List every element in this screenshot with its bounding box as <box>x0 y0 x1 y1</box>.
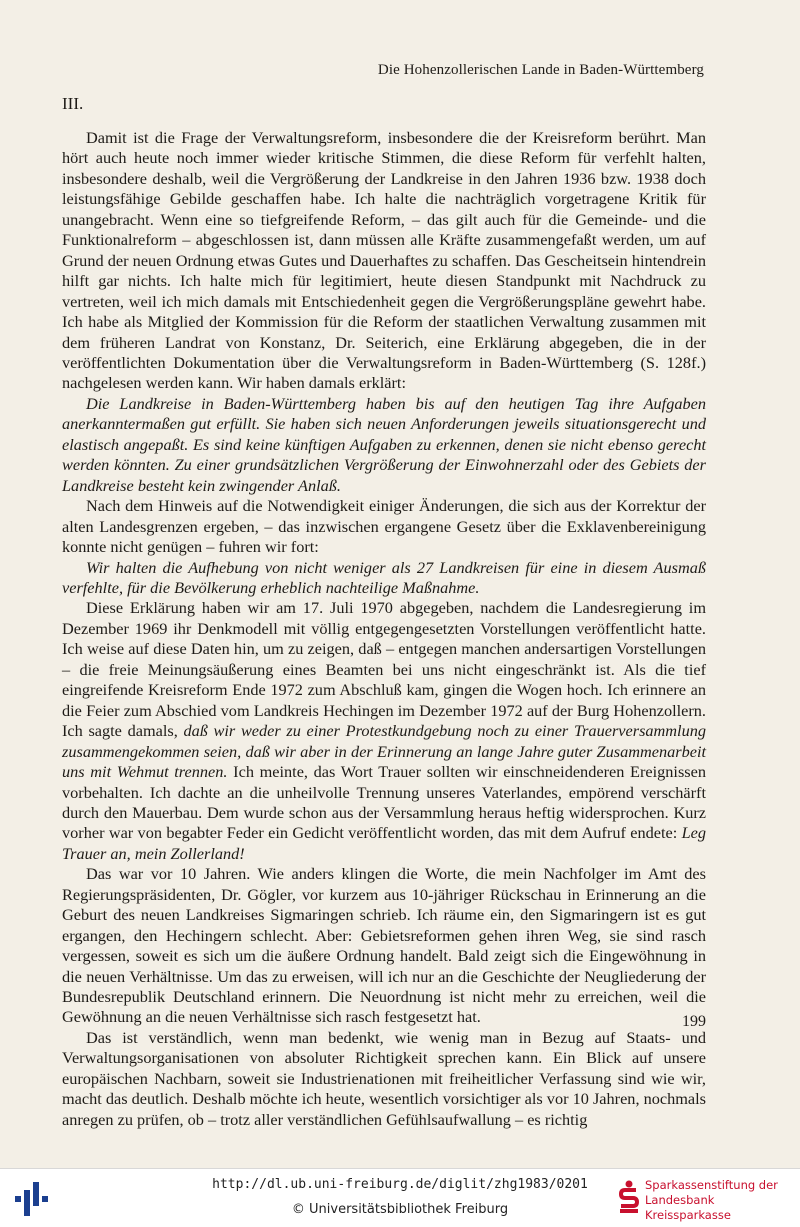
paragraph-3-part-1: Diese Erklärung haben wir am 17. Juli 1970 abgegeben, nachdem die Landesregierung im Dezember 1969 ihr Denkmodell mit völlig entgegengesetzten Vorstellungen veröffentlicht hatte. Ich weise auf diese Daten hin, um zu zeigen, daß – entgegen manchen andersartigen Vorstellungen – die freie Meinungsäußerung eines Beamten bei uns nicht eingeschränkt ist. Als die tief eingreifende Kreisreform Ende 1972 zum Abschluß kam, gingen die Wogen hoch. Ich erinnere an die Feier zum Abschied vom Landkreis Hechingen im Dezember 1972 auf der Burg Hohenzollern. Ich sagte damals, <box>62 598 706 741</box>
paragraph-4: Das war vor 10 Jahren. Wie anders klingen die Worte, die mein Nachfolger im Amt des Regierungspräsidenten, Dr. Gögler, vor kurzem aus 10-jähriger Rückschau in Erinnerung an die Geburt des neuen Landkreises Sigmaringen schrieb. Ich räume ein, den Sigmaringern ist es gut ergangen, den Hechingern schlecht. Aber: Gebietsreformen gehen ihren Weg, sie sind rasch vergessen, soweit es sich um die äußere Ordnung handelt. Bald zeigt sich die Eingewöhnung in die neuen Verhältnisse. Um das zu erweisen, will ich nur an die Geschichte der Neugliederung der Bundesrepublik Deutschland erinnern. Die Neuordnung ist nicht mehr zu erreichen, weil die Gewöhnung an die neuen Verhältnisse sich rasch festgesetzt hat. <box>62 864 706 1027</box>
sponsor-line-1: Sparkassenstiftung der <box>645 1178 778 1192</box>
page-number: 199 <box>682 1013 706 1030</box>
quote-1 <box>62 394 706 496</box>
paragraph-3-quote: daß wir weder zu einer Protestkundgebung noch zu einer Trauerversammlung zusammengekommen seien, daß wir aber in der Erinnerung an lange Jahre guter Zusammenarbeit uns mit Wehmut trennen. <box>62 721 707 782</box>
sponsor-text[interactable] <box>645 1178 800 1223</box>
paragraph-5: Das ist verständlich, wenn man bedenkt, wie wenig man in Bezug auf Staats- und Verwaltungsorganisationen von absoluter Richtigkeit sprechen kann. Ein Blick auf unsere europäischen Nachbarn, soweit sie Industrienationen mit freiheitlicher Verfassung sind wie wir, macht das deutlich. Deshalb möchte ich heute, wesentlich vorsichtiger als vor 10 Jahren, nochmals anregen zu prüfen, ob – trotz aller verständlichen Gefühlsaufwallung – es richtig <box>62 1027 706 1129</box>
paragraph-3 <box>62 598 706 864</box>
paragraph-2: Nach dem Hinweis auf die Notwendigkeit einiger Änderungen, die sich aus der Korrektur der alten Landesgrenzen ergeben, – das inzwischen ergangene Gesetz über die Exklavenbereinigung konnte nicht genügen – fuhren wir fort: <box>62 496 706 557</box>
copyright-text: © Universitätsbibliothek Freiburg <box>291 1202 509 1217</box>
quote-1-text: Die Landkreise in Baden-Württemberg haben bis auf den heutigen Tag ihre Aufgaben anerkanntermaßen gut erfüllt. Sie haben sich neuen Anforderungen jeweils situationsgerecht und elastisch angepaßt. Es sind keine künftigen Aufgaben zu erkennen, denen sie nicht ebenso gerecht werden könnten. Zu einer grundsätzlichen Vergrößerung der Einwohnerzahl oder des Gebiets der Landkreise besteht kein zwingender Anlaß. <box>62 393 706 495</box>
paragraph-3-part-2: Ich meinte, das Wort Trauer sollten wir einschneidenderen Ereignissen vorbehalten. Ich dachte an die unheilvolle Trennung unseres Vaterlandes, empörend verschärft durch den Mauerbau. Dem wurde schon aus der Versammlung heraus heftig widersprochen. Kurz vorher war von begabter Feder ein Gedicht veröffentlicht worden, das mit dem Aufruf endete: <box>62 762 706 843</box>
body-text <box>62 128 706 1130</box>
sparkasse-logo-icon[interactable] <box>618 1180 640 1214</box>
viewer-footer <box>0 1168 800 1227</box>
quote-2-text: Wir halten die Aufhebung von nicht weniger als 27 Landkreisen für eine in diesem Ausmaß verfehlte, für die Bevölkerung erheblich nachteilige Maßnahme. <box>62 557 706 597</box>
quote-2 <box>62 558 706 599</box>
paragraph-1: Damit ist die Frage der Verwaltungsreform, insbesondere die der Kreisreform berührt. Man hört auch heute noch immer wieder kritische Stimmen, die diese Reform für verfehlt halten, insbesondere deshalb, weil die Vergrößerung der Landkreise in den Jahren 1936 bzw. 1938 doch leistungsfähige Gebilde geschaffen habe. Ich halte die nachträglich vorgetragene Kritik für unangebracht. Wenn eine so tiefgreifende Reform, – das gilt auch für die Gemeinde- und die Funktionalreform – abgeschlossen ist, dann müssen alle Kräfte zusammengefaßt werden, um auf Grund der neuen Ordnung etwas Gutes und Dauerhaftes zu schaffen. Das Gescheitsein hintendrein hilft gar nichts. Ich halte mich für legitimiert, heute diesen Standpunkt mit Nachdruck zu vertreten, weil ich mich damals mit Entschiedenheit gegen die Vergrößerungspläne gewehrt habe. Ich habe als Mitglied der Kommission für die Reform der staatlichen Verwaltung zusammen mit dem früheren Landrat von Konstanz, Dr. Seiterich, eine Erklärung abgegeben, die in der veröffentlichten Dokumentation über die Verwaltungsreform in Baden-Württemberg (S. 128f.) nachgelesen werden kann. Wir haben damals erklärt: <box>62 128 706 393</box>
section-number: III. <box>62 94 84 113</box>
paragraph-3-poem-line: Leg Trauer an, mein Zollerland! <box>62 823 706 863</box>
running-head: Die Hohenzollerischen Lande in Baden-Württemberg <box>377 62 704 78</box>
permalink-url[interactable]: http://dl.ub.uni-freiburg.de/diglit/zhg1983/0201 <box>212 1177 588 1192</box>
sponsor-line-2: Landesbank Kreissparkasse <box>645 1193 731 1222</box>
